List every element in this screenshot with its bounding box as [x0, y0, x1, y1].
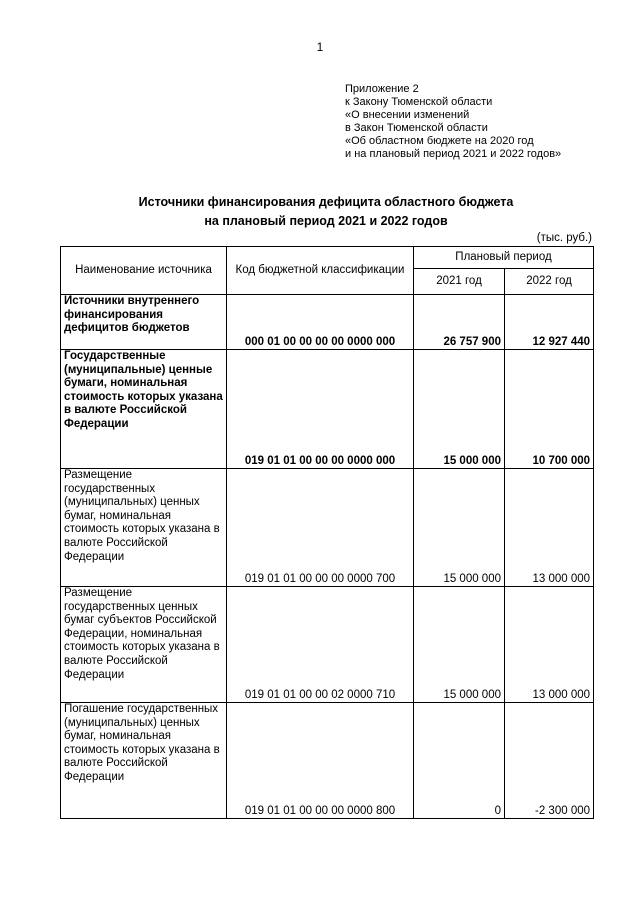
row-value-2021: 0 — [414, 703, 505, 819]
row-name: Размещение государственных ценных бумаг субъектов Российской Федерации, номинальная стоимость которых указана в валюте Российской Федерации — [61, 587, 227, 703]
table-row — [61, 469, 594, 587]
row-name: Государственные (муниципальные) ценные бумаги, номинальная стоимость которых указана в валюте Российской Федерации — [61, 350, 227, 469]
table-row — [61, 587, 594, 703]
row-value-2022: 13 000 000 — [505, 587, 594, 703]
appendix-line: «Об областном бюджете на 2020 год — [345, 135, 534, 147]
table-row — [61, 350, 594, 469]
row-name: Погашение государственных (муниципальных) ценных бумаг, номинальная стоимость которых указана в валюте Российской Федерации — [61, 703, 227, 819]
header-name: Наименование источника — [61, 247, 227, 295]
row-value-2022: 12 927 440 — [505, 295, 594, 350]
header-code: Код бюджетной классификации — [227, 247, 414, 295]
appendix-block — [345, 83, 561, 161]
row-value-2022: 10 700 000 — [505, 350, 594, 469]
units-label: (тыс. руб.) — [536, 232, 592, 244]
row-name: Размещение государственных (муниципальных) ценных бумаг, номинальная стоимость которых указана в валюте Российской Федерации — [61, 469, 227, 587]
row-value-2022: -2 300 000 — [505, 703, 594, 819]
page-number: 1 — [316, 40, 324, 54]
row-code: 019 01 01 00 00 00 0000 800 — [227, 703, 414, 819]
appendix-line: в Закон Тюменской области — [345, 122, 488, 134]
appendix-line: «О внесении изменений — [345, 109, 470, 121]
row-name: Источники внутреннего финансирования дефицитов бюджетов — [61, 295, 227, 350]
row-value-2021: 26 757 900 — [414, 295, 505, 350]
title-line-2: на плановый период 2021 и 2022 годов — [204, 214, 448, 228]
budget-table — [60, 246, 594, 819]
document-title — [60, 193, 592, 231]
row-code: 019 01 01 00 00 00 0000 000 — [227, 350, 414, 469]
appendix-line: к Закону Тюменской области — [345, 96, 493, 108]
row-value-2021: 15 000 000 — [414, 469, 505, 587]
appendix-line: Приложение 2 — [345, 83, 419, 95]
table-row — [61, 703, 594, 819]
row-code: 000 01 00 00 00 00 0000 000 — [227, 295, 414, 350]
row-value-2021: 15 000 000 — [414, 350, 505, 469]
row-code: 019 01 01 00 00 00 0000 700 — [227, 469, 414, 587]
table-row — [61, 295, 594, 350]
header-year-2021: 2021 год — [414, 269, 505, 295]
header-period: Плановый период — [414, 247, 594, 269]
row-value-2022: 13 000 000 — [505, 469, 594, 587]
appendix-line: и на плановый период 2021 и 2022 годов» — [345, 148, 562, 160]
title-line-1: Источники финансирования дефицита областного бюджета — [138, 195, 514, 209]
header-year-2022: 2022 год — [505, 269, 594, 295]
row-code: 019 01 01 00 00 02 0000 710 — [227, 587, 414, 703]
row-value-2021: 15 000 000 — [414, 587, 505, 703]
